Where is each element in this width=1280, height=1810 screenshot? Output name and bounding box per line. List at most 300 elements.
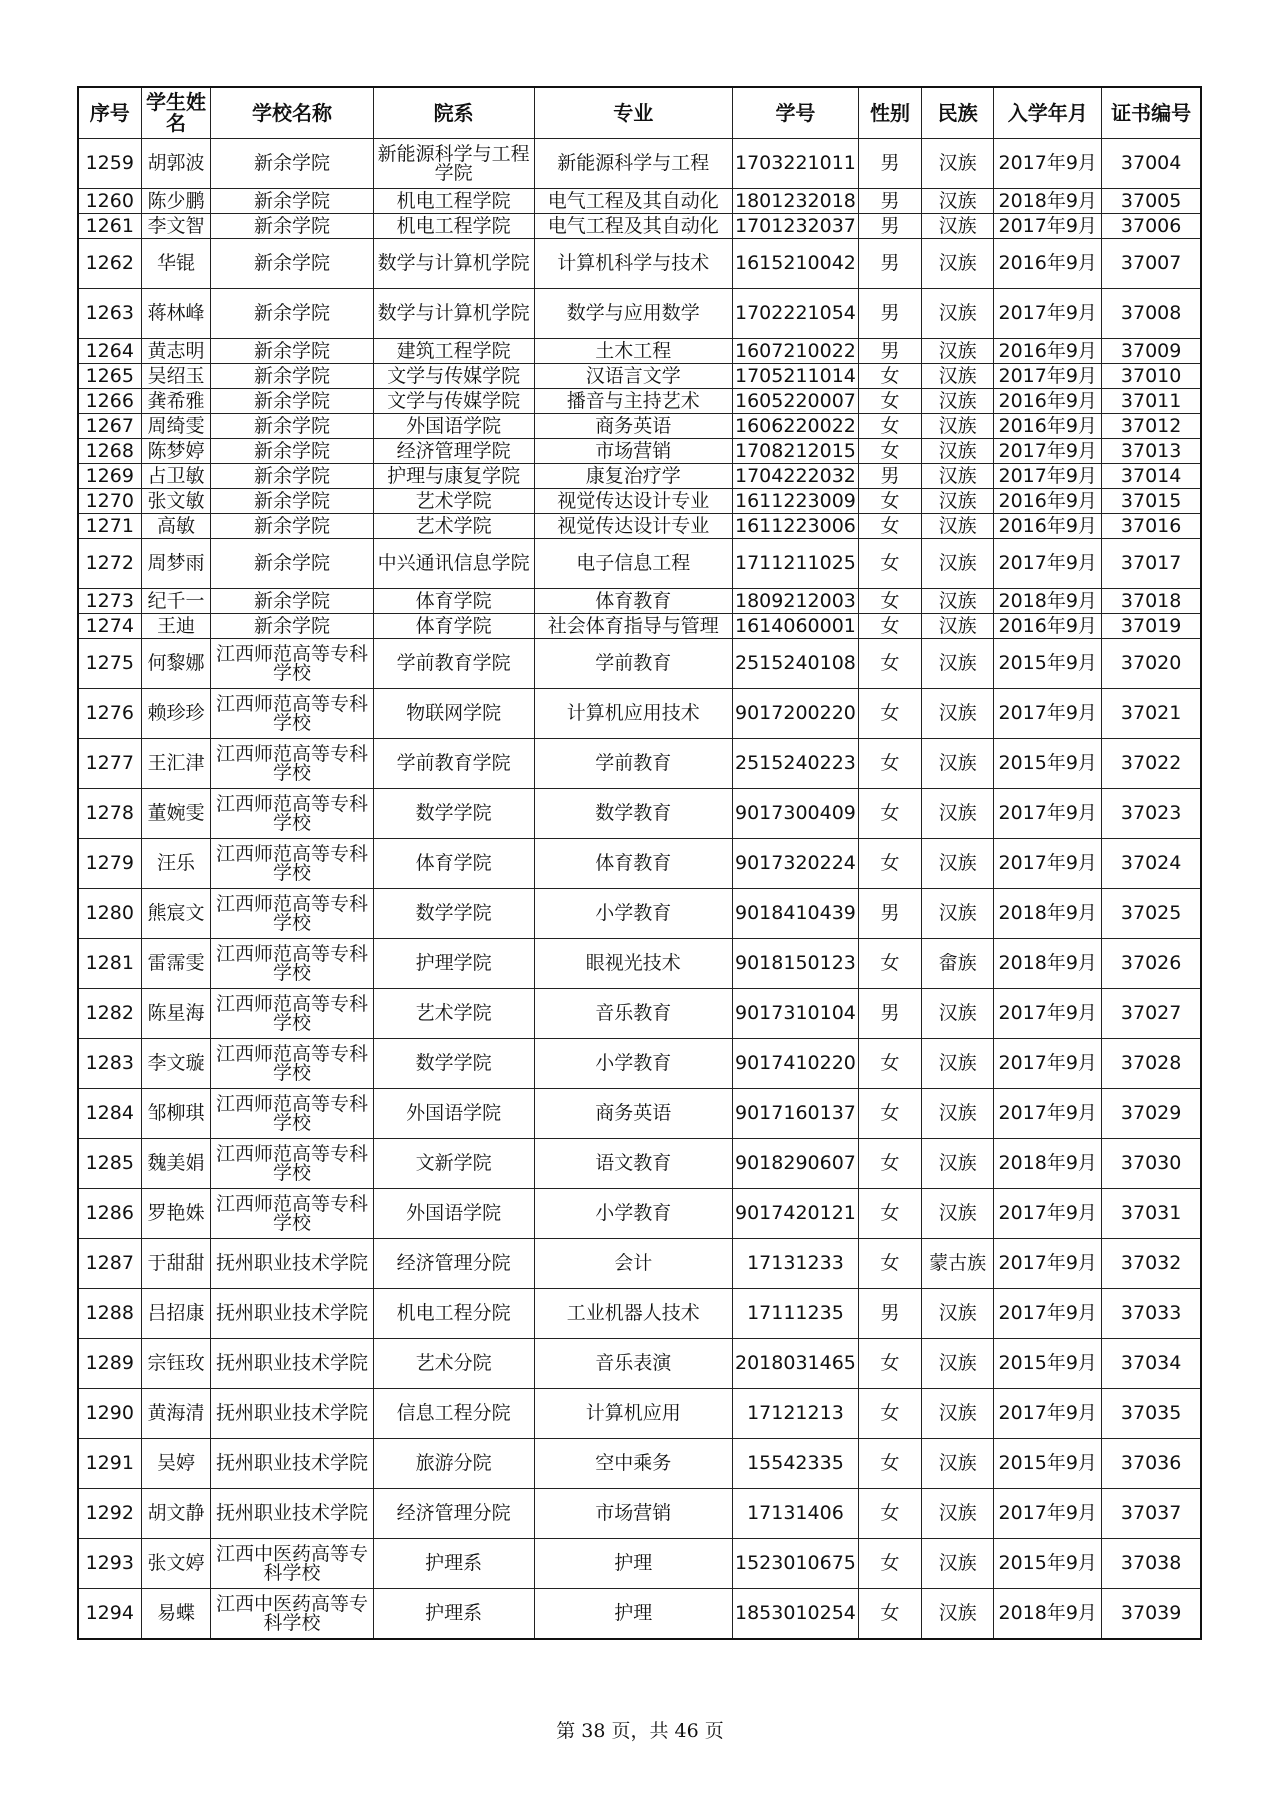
table-row [78,489,1201,514]
table-cell: 37014 [1102,464,1201,489]
header-cell: 学号 [732,87,858,139]
table-cell: 37024 [1102,839,1201,889]
table-cell: 新余学院 [211,214,373,239]
table-cell: 外国语学院 [373,1089,534,1139]
table-cell: 女 [859,514,922,539]
header-cell: 院系 [373,87,534,139]
table-cell: 数学与计算机学院 [373,239,534,289]
table-cell: 艺术学院 [373,489,534,514]
table-cell: 市场营销 [534,1489,732,1539]
table-cell: 女 [859,589,922,614]
table-cell: 男 [859,339,922,364]
table-cell: 1283 [78,1039,141,1089]
table-cell: 2017年9月 [994,1089,1102,1139]
table-cell: 抚州职业技术学院 [211,1289,373,1339]
table-cell: 1273 [78,589,141,614]
header-cell: 学校名称 [211,87,373,139]
table-cell: 护理系 [373,1589,534,1640]
table-cell: 胡郭波 [141,139,211,189]
table-cell: 新余学院 [211,189,373,214]
table-cell: 汉族 [922,889,994,939]
header-cell: 学生姓名 [141,87,211,139]
table-cell: 新余学院 [211,589,373,614]
table-cell: 新余学院 [211,514,373,539]
table-cell: 女 [859,789,922,839]
table-row [78,689,1201,739]
table-cell: 新余学院 [211,614,373,639]
table-row [78,1539,1201,1589]
table-cell: 汪乐 [141,839,211,889]
table-cell: 体育教育 [534,589,732,614]
table-cell: 1263 [78,289,141,339]
table-cell: 电子信息工程 [534,539,732,589]
table-cell: 文学与传媒学院 [373,389,534,414]
table-cell: 新余学院 [211,339,373,364]
table-cell: 外国语学院 [373,414,534,439]
header-cell: 序号 [78,87,141,139]
table-cell: 陈星海 [141,989,211,1039]
table-cell: 新余学院 [211,539,373,589]
table-cell: 1702221054 [732,289,858,339]
table-cell: 2016年9月 [994,489,1102,514]
table-cell: 江西中医药高等专科学校 [211,1539,373,1589]
table-cell: 建筑工程学院 [373,339,534,364]
table-cell: 小学教育 [534,1189,732,1239]
table-cell: 2017年9月 [994,364,1102,389]
table-cell: 女 [859,539,922,589]
table-cell: 体育学院 [373,614,534,639]
table-cell: 17121213 [732,1389,858,1439]
table-cell: 2018年9月 [994,189,1102,214]
table-cell: 新余学院 [211,389,373,414]
table-cell: 熊宸文 [141,889,211,939]
table-cell: 信息工程分院 [373,1389,534,1439]
table-body [78,139,1201,1640]
table-cell: 1285 [78,1139,141,1189]
table-cell: 2018年9月 [994,889,1102,939]
table-cell: 江西师范高等专科学校 [211,1089,373,1139]
table-cell: 37022 [1102,739,1201,789]
table-cell: 女 [859,1089,922,1139]
table-cell: 2015年9月 [994,1339,1102,1389]
table-cell: 37031 [1102,1189,1201,1239]
table-cell: 体育教育 [534,839,732,889]
table-cell: 1270 [78,489,141,514]
table-row [78,589,1201,614]
table-cell: 汉族 [922,1189,994,1239]
table-row [78,739,1201,789]
table-cell: 9017420121 [732,1189,858,1239]
table-cell: 2017年9月 [994,789,1102,839]
table-cell: 1271 [78,514,141,539]
table-cell: 商务英语 [534,1089,732,1139]
table-cell: 1704222032 [732,464,858,489]
table-cell: 1260 [78,189,141,214]
table-cell: 37005 [1102,189,1201,214]
table-cell: 社会体育指导与管理 [534,614,732,639]
table-cell: 中兴通讯信息学院 [373,539,534,589]
table-cell: 37034 [1102,1339,1201,1389]
table-cell: 2015年9月 [994,1539,1102,1589]
table-cell: 1293 [78,1539,141,1589]
table-cell: 1264 [78,339,141,364]
table-cell: 1266 [78,389,141,414]
table-cell: 新余学院 [211,139,373,189]
table-cell: 音乐表演 [534,1339,732,1389]
table-header-row [78,87,1201,139]
table-cell: 女 [859,439,922,464]
table-row [78,1239,1201,1289]
table-cell: 数学学院 [373,1039,534,1089]
table-cell: 2017年9月 [994,1389,1102,1439]
table-cell: 1853010254 [732,1589,858,1640]
table-cell: 女 [859,414,922,439]
table-cell: 男 [859,214,922,239]
table-cell: 1292 [78,1489,141,1539]
table-cell: 语文教育 [534,1139,732,1189]
table-cell: 1615210042 [732,239,858,289]
table-cell: 王汇津 [141,739,211,789]
table-cell: 2017年9月 [994,214,1102,239]
table-cell: 男 [859,189,922,214]
table-cell: 高敏 [141,514,211,539]
table-cell: 汉族 [922,414,994,439]
table-cell: 9018290607 [732,1139,858,1189]
table-cell: 汉族 [922,1589,994,1640]
table-cell: 土木工程 [534,339,732,364]
table-cell: 护理与康复学院 [373,464,534,489]
table-cell: 1606220022 [732,414,858,439]
table-cell: 37018 [1102,589,1201,614]
table-cell: 李文智 [141,214,211,239]
table-cell: 2016年9月 [994,389,1102,414]
table-cell: 张文婷 [141,1539,211,1589]
table-cell: 汉族 [922,289,994,339]
table-cell: 1286 [78,1189,141,1239]
table-cell: 1288 [78,1289,141,1339]
table-row [78,539,1201,589]
table-cell: 1611223009 [732,489,858,514]
table-cell: 女 [859,689,922,739]
table-cell: 江西师范高等专科学校 [211,989,373,1039]
table-cell: 视觉传达设计专业 [534,489,732,514]
table-row [78,939,1201,989]
table-cell: 2016年9月 [994,239,1102,289]
table-row [78,414,1201,439]
table-cell: 37023 [1102,789,1201,839]
table-cell: 男 [859,464,922,489]
table-cell: 市场营销 [534,439,732,464]
table-cell: 体育学院 [373,839,534,889]
table-cell: 9017200220 [732,689,858,739]
table-cell: 江西师范高等专科学校 [211,939,373,989]
table-cell: 汉族 [922,514,994,539]
table-cell: 汉族 [922,839,994,889]
table-cell: 汉族 [922,1139,994,1189]
header-cell: 性别 [859,87,922,139]
table-cell: 37006 [1102,214,1201,239]
table-cell: 37038 [1102,1539,1201,1589]
table-cell: 张文敏 [141,489,211,514]
table-cell: 吴绍玉 [141,364,211,389]
table-cell: 1611223006 [732,514,858,539]
table-cell: 37007 [1102,239,1201,289]
table-cell: 华锟 [141,239,211,289]
table-cell: 2017年9月 [994,439,1102,464]
table-cell: 9017160137 [732,1089,858,1139]
table-cell: 1287 [78,1239,141,1289]
table-cell: 商务英语 [534,414,732,439]
table-cell: 女 [859,1439,922,1489]
table-cell: 37013 [1102,439,1201,464]
table-cell: 周绮雯 [141,414,211,439]
table-cell: 于甜甜 [141,1239,211,1289]
table-cell: 37017 [1102,539,1201,589]
table-cell: 周梦雨 [141,539,211,589]
table-cell: 1294 [78,1589,141,1640]
table-row [78,1139,1201,1189]
table-cell: 抚州职业技术学院 [211,1239,373,1289]
table-cell: 37010 [1102,364,1201,389]
table-cell: 小学教育 [534,889,732,939]
table-cell: 李文璇 [141,1039,211,1089]
table-row [78,1289,1201,1339]
table-cell: 37032 [1102,1239,1201,1289]
table-cell: 江西中医药高等专科学校 [211,1589,373,1640]
table-cell: 2018年9月 [994,1589,1102,1640]
table-cell: 汉族 [922,1089,994,1139]
table-row [78,439,1201,464]
header-cell: 民族 [922,87,994,139]
table-cell: 新余学院 [211,239,373,289]
table-cell: 1809212003 [732,589,858,614]
table-cell: 9017310104 [732,989,858,1039]
table-cell: 2016年9月 [994,339,1102,364]
table-cell: 新能源科学与工程 [534,139,732,189]
table-cell: 女 [859,939,922,989]
table-cell: 1275 [78,639,141,689]
table-row [78,1339,1201,1389]
table-cell: 汉族 [922,1289,994,1339]
table-cell: 汉族 [922,1539,994,1589]
table-cell: 抚州职业技术学院 [211,1339,373,1389]
table-cell: 新余学院 [211,414,373,439]
table-cell: 江西师范高等专科学校 [211,639,373,689]
table-cell: 2515240223 [732,739,858,789]
table-cell: 黄海清 [141,1389,211,1439]
table-cell: 汉族 [922,1389,994,1439]
table-cell: 王迪 [141,614,211,639]
table-cell: 汉族 [922,539,994,589]
table-cell: 新能源科学与工程学院 [373,139,534,189]
table-cell: 女 [859,1539,922,1589]
table-cell: 学前教育 [534,739,732,789]
table-cell: 新余学院 [211,464,373,489]
table-cell: 汉族 [922,1339,994,1389]
table-cell: 抚州职业技术学院 [211,1389,373,1439]
table-cell: 2018年9月 [994,939,1102,989]
table-cell: 董婉雯 [141,789,211,839]
table-cell: 何黎娜 [141,639,211,689]
table-cell: 37011 [1102,389,1201,414]
table-cell: 2017年9月 [994,989,1102,1039]
table-cell: 17131406 [732,1489,858,1539]
table-cell: 邹柳琪 [141,1089,211,1139]
table-cell: 1261 [78,214,141,239]
table-cell: 1711211025 [732,539,858,589]
table-cell: 畲族 [922,939,994,989]
table-cell: 数学学院 [373,889,534,939]
table-cell: 37029 [1102,1089,1201,1139]
table-cell: 男 [859,239,922,289]
table-cell: 37037 [1102,1489,1201,1539]
table-cell: 1274 [78,614,141,639]
table-cell: 电气工程及其自动化 [534,214,732,239]
table-cell: 37036 [1102,1439,1201,1489]
table-cell: 2015年9月 [994,1439,1102,1489]
table-row [78,839,1201,889]
table-cell: 2018031465 [732,1339,858,1389]
table-cell: 1284 [78,1089,141,1139]
table-cell: 37012 [1102,414,1201,439]
table-cell: 数学与计算机学院 [373,289,534,339]
table-cell: 男 [859,989,922,1039]
table-cell: 2017年9月 [994,139,1102,189]
table-cell: 经济管理学院 [373,439,534,464]
table-cell: 江西师范高等专科学校 [211,1139,373,1189]
table-cell: 1605220007 [732,389,858,414]
table-cell: 1801232018 [732,189,858,214]
table-cell: 雷霈雯 [141,939,211,989]
table-cell: 艺术学院 [373,514,534,539]
table-cell: 女 [859,614,922,639]
table-row [78,789,1201,839]
table-cell: 37004 [1102,139,1201,189]
table-cell: 小学教育 [534,1039,732,1089]
table-cell: 数学教育 [534,789,732,839]
table-cell: 1269 [78,464,141,489]
table-cell: 9017410220 [732,1039,858,1089]
table-cell: 1289 [78,1339,141,1389]
table-cell: 江西师范高等专科学校 [211,689,373,739]
table-row [78,514,1201,539]
table-cell: 纪千一 [141,589,211,614]
table-cell: 抚州职业技术学院 [211,1489,373,1539]
table-cell: 2515240108 [732,639,858,689]
table-cell: 新余学院 [211,489,373,514]
table-cell: 汉族 [922,389,994,414]
table-cell: 1278 [78,789,141,839]
table-cell: 2017年9月 [994,539,1102,589]
table-cell: 电气工程及其自动化 [534,189,732,214]
table-cell: 1701232037 [732,214,858,239]
table-cell: 空中乘务 [534,1439,732,1489]
table-cell: 2017年9月 [994,1039,1102,1089]
table-cell: 1614060001 [732,614,858,639]
table-cell: 赖珍珍 [141,689,211,739]
table-cell: 2017年9月 [994,464,1102,489]
table-cell: 计算机科学与技术 [534,239,732,289]
table-cell: 1282 [78,989,141,1039]
table-cell: 2016年9月 [994,614,1102,639]
table-cell: 1280 [78,889,141,939]
table-cell: 抚州职业技术学院 [211,1439,373,1489]
table-cell: 汉族 [922,489,994,514]
table-cell: 1290 [78,1389,141,1439]
table-cell: 播音与主持艺术 [534,389,732,414]
table-cell: 陈梦婷 [141,439,211,464]
table-cell: 37009 [1102,339,1201,364]
table-cell: 37015 [1102,489,1201,514]
table-row [78,1389,1201,1439]
table-row [78,214,1201,239]
table-cell: 女 [859,489,922,514]
table-cell: 1523010675 [732,1539,858,1589]
table-cell: 2018年9月 [994,589,1102,614]
table-cell: 1279 [78,839,141,889]
table-cell: 2017年9月 [994,1189,1102,1239]
table-cell: 机电工程学院 [373,214,534,239]
table-cell: 1276 [78,689,141,739]
table-cell: 汉语言文学 [534,364,732,389]
header-cell: 入学年月 [994,87,1102,139]
table-cell: 占卫敏 [141,464,211,489]
table-cell: 江西师范高等专科学校 [211,839,373,889]
table-cell: 艺术分院 [373,1339,534,1389]
table-cell: 2017年9月 [994,289,1102,339]
table-cell: 9018410439 [732,889,858,939]
table-cell: 女 [859,389,922,414]
table-row [78,139,1201,189]
table-row [78,614,1201,639]
table-cell: 体育学院 [373,589,534,614]
table-cell: 2017年9月 [994,1239,1102,1289]
table-cell: 女 [859,1189,922,1239]
table-cell: 计算机应用 [534,1389,732,1439]
table-row [78,289,1201,339]
table-cell: 机电工程学院 [373,189,534,214]
table-cell: 9018150123 [732,939,858,989]
student-roster-table [77,86,1202,1640]
table-cell: 男 [859,1289,922,1339]
table-cell: 汉族 [922,789,994,839]
table-cell: 蒙古族 [922,1239,994,1289]
table-cell: 1281 [78,939,141,989]
table-cell: 数学学院 [373,789,534,839]
table-cell: 眼视光技术 [534,939,732,989]
table-cell: 汉族 [922,1439,994,1489]
table-cell: 陈少鹏 [141,189,211,214]
table-cell: 2017年9月 [994,689,1102,739]
table-cell: 2017年9月 [994,1489,1102,1539]
table-cell: 1291 [78,1439,141,1489]
table-cell: 学前教育学院 [373,739,534,789]
table-cell: 1705211014 [732,364,858,389]
page-footer: 第 38 页，共 46 页 [556,1720,724,1742]
table-cell: 2017年9月 [994,839,1102,889]
header-cell: 证书编号 [1102,87,1201,139]
table-cell: 宗钰玫 [141,1339,211,1389]
table-cell: 经济管理分院 [373,1489,534,1539]
table-cell: 魏美娟 [141,1139,211,1189]
table-cell: 1708212015 [732,439,858,464]
table-cell: 1272 [78,539,141,589]
table-cell: 吴婷 [141,1439,211,1489]
table-cell: 2018年9月 [994,1139,1102,1189]
table-cell: 9017320224 [732,839,858,889]
table-cell: 女 [859,739,922,789]
table-cell: 1265 [78,364,141,389]
